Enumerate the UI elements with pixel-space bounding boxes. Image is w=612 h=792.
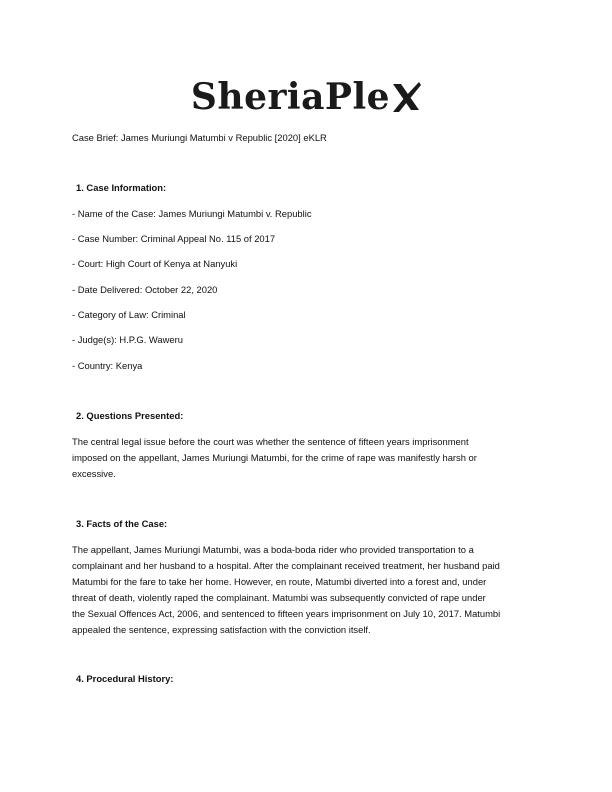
section-heading-case-information: 1. Case Information: [76, 182, 167, 193]
facts-paragraph-line: threat of death, violently raped the complainant. Matumbi was subsequently convicted of rape under [72, 592, 486, 603]
case-info-item: - Category of Law: Criminal [72, 309, 186, 320]
facts-paragraph-line: The appellant, James Muriungi Matumbi, was a boda-boda rider who provided transportation to a [72, 544, 474, 555]
logo-x-mark-icon [391, 80, 421, 114]
facts-paragraph-line: the Sexual Offences Act, 2006, and sentenced to fifteen years imprisonment on July 10, 2017. Matumbi [72, 608, 501, 619]
section-heading-procedural-history: 4. Procedural History: [76, 673, 174, 684]
logo-wordmark [191, 76, 421, 118]
case-info-item: - Judge(s): H.P.G. Waweru [72, 334, 183, 345]
case-brief-title: Case Brief: James Muriungi Matumbi v Republic [2020] eKLR [72, 132, 327, 143]
questions-paragraph-line: imposed on the appellant, James Muriungi Matumbi, for the crime of rape was manifestly harsh or [72, 452, 477, 463]
questions-paragraph-line: excessive. [72, 468, 116, 479]
section-heading-questions-presented: 2. Questions Presented: [76, 410, 184, 421]
case-info-item: - Date Delivered: October 22, 2020 [72, 284, 218, 295]
case-info-item: - Country: Kenya [72, 360, 143, 371]
case-info-item: - Court: High Court of Kenya at Nanyuki [72, 258, 238, 269]
sheriaplex-logo [0, 76, 612, 118]
facts-paragraph-line: complainant and her husband to a hospital. After the complainant received treatment, her husband paid [72, 560, 500, 571]
questions-paragraph-line: The central legal issue before the court was whether the sentence of fifteen years imprisonment [72, 436, 469, 447]
case-info-item: - Name of the Case: James Muriungi Matumbi v. Republic [72, 208, 312, 219]
facts-paragraph-line: appealed the sentence, expressing satisfaction with the conviction itself. [72, 624, 371, 635]
facts-paragraph-line: Matumbi for the fare to take her home. However, en route, Matumbi diverted into a forest and, under [72, 576, 487, 587]
case-info-item: - Case Number: Criminal Appeal No. 115 of 2017 [72, 233, 276, 244]
logo-text: SheriaPle [190, 76, 391, 118]
section-heading-facts-of-the-case: 3. Facts of the Case: [76, 518, 168, 529]
